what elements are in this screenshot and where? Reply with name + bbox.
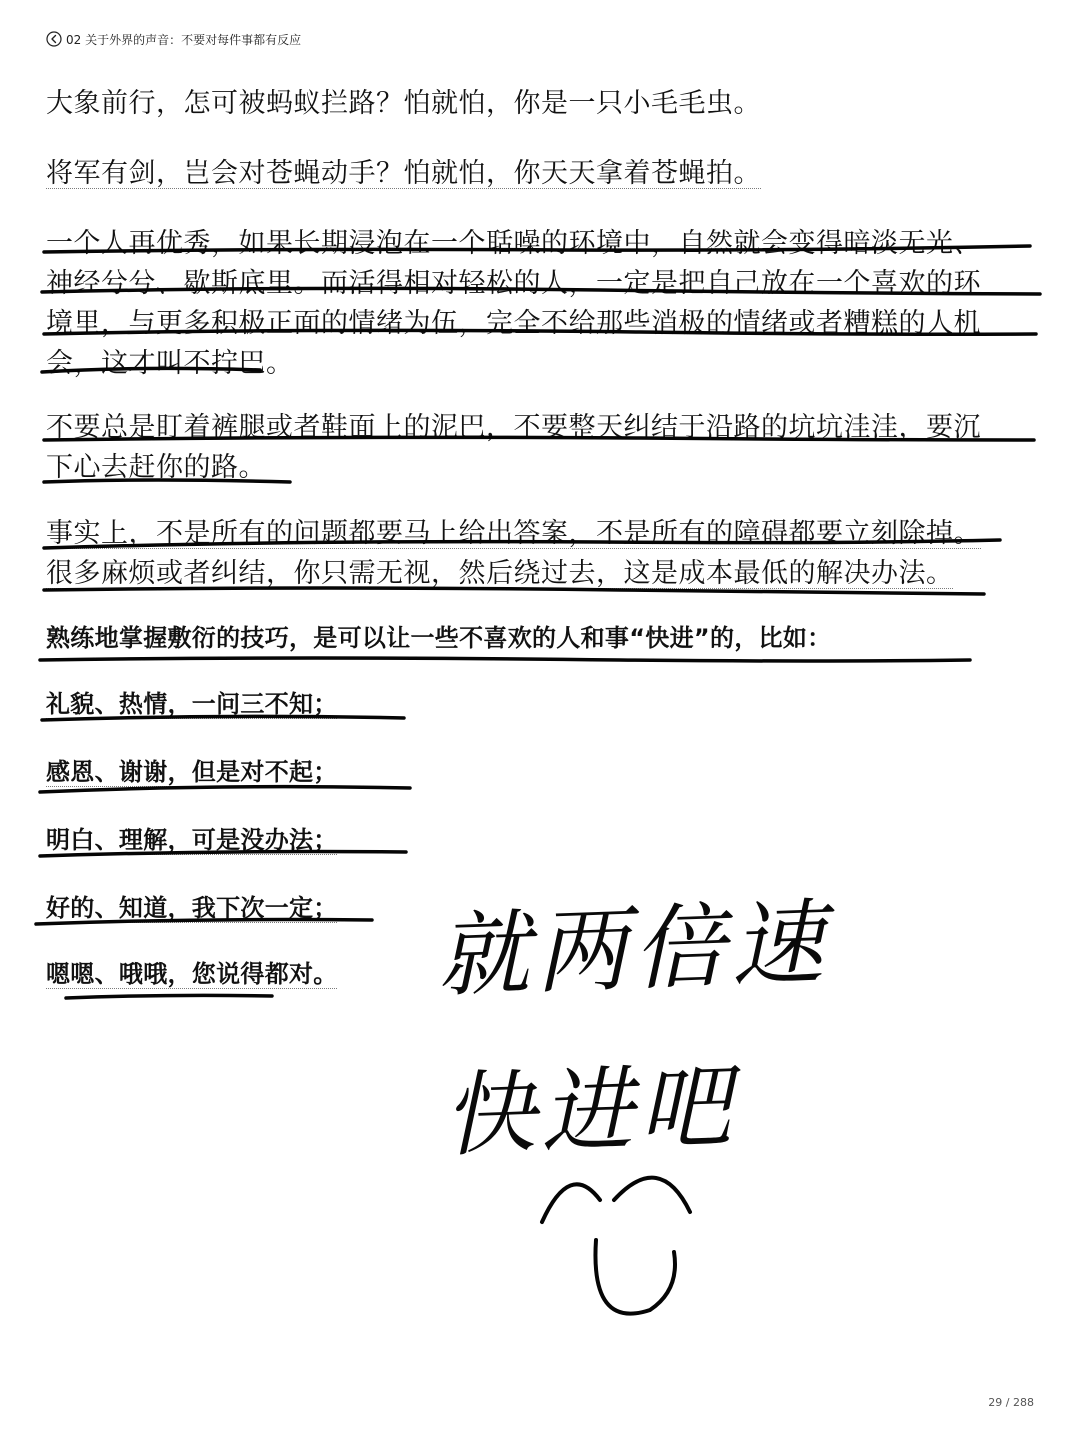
- paragraph-5: 事实上，不是所有的问题都要马上给出答案，不是所有的障碍都要立刻除掉。 很多麻烦或者纠结，你只需无视，然后绕过去，这是成本最低的解决办法。: [46, 518, 981, 589]
- list-item: 好的、知道，我下次一定；: [46, 894, 338, 922]
- list-item: 感恩、谢谢，但是对不起；: [46, 758, 338, 786]
- paragraph-1: 大象前行，怎可被蚂蚁拦路？怕就怕，你是一只小毛毛虫。: [46, 88, 761, 119]
- page-indicator: 29 / 288: [988, 1396, 1034, 1409]
- paragraph-3: 一个人再优秀，如果长期浸泡在一个聒噪的环境中，自然就会变得暗淡无光、 神经兮兮、歇斯底里。而活得相对轻松的人，一定是把自己放在一个喜欢的环 境里，与更多积极正面的情绪为伍，完全不给那些消极的情绪或者糟糕的人机 会，这才叫不拧巴。: [46, 228, 981, 379]
- handwritten-note: 就两倍速 快进吧: [435, 889, 831, 1170]
- smiley-face-doodle-icon: [530, 1160, 710, 1330]
- paragraph-6: 熟练地掌握敷衍的技巧，是可以让一些不喜欢的人和事“快进”的，比如：: [46, 624, 832, 652]
- underline-stroke: [40, 658, 970, 661]
- underline-stroke: [66, 995, 272, 998]
- list-item: 明白、理解，可是没办法；: [46, 826, 338, 854]
- list-item: 嗯嗯、哦哦，您说得都对。: [46, 960, 338, 988]
- paragraph-2: 将军有剑，岂会对苍蝇动手？怕就怕，你天天拿着苍蝇拍。: [46, 158, 761, 189]
- circle-chevron-left-icon[interactable]: [46, 31, 62, 47]
- reader-header: [46, 28, 301, 50]
- paragraph-4: 不要总是盯着裤腿或者鞋面上的泥巴，不要整天纠结于沿路的坑坑洼洼，要沉 下心去赶你的路。: [46, 412, 981, 483]
- list-item: 礼貌、热情，一问三不知；: [46, 690, 338, 718]
- chapter-title[interactable]: 02 关于外界的声音：不要对每件事都有反应: [66, 32, 302, 47]
